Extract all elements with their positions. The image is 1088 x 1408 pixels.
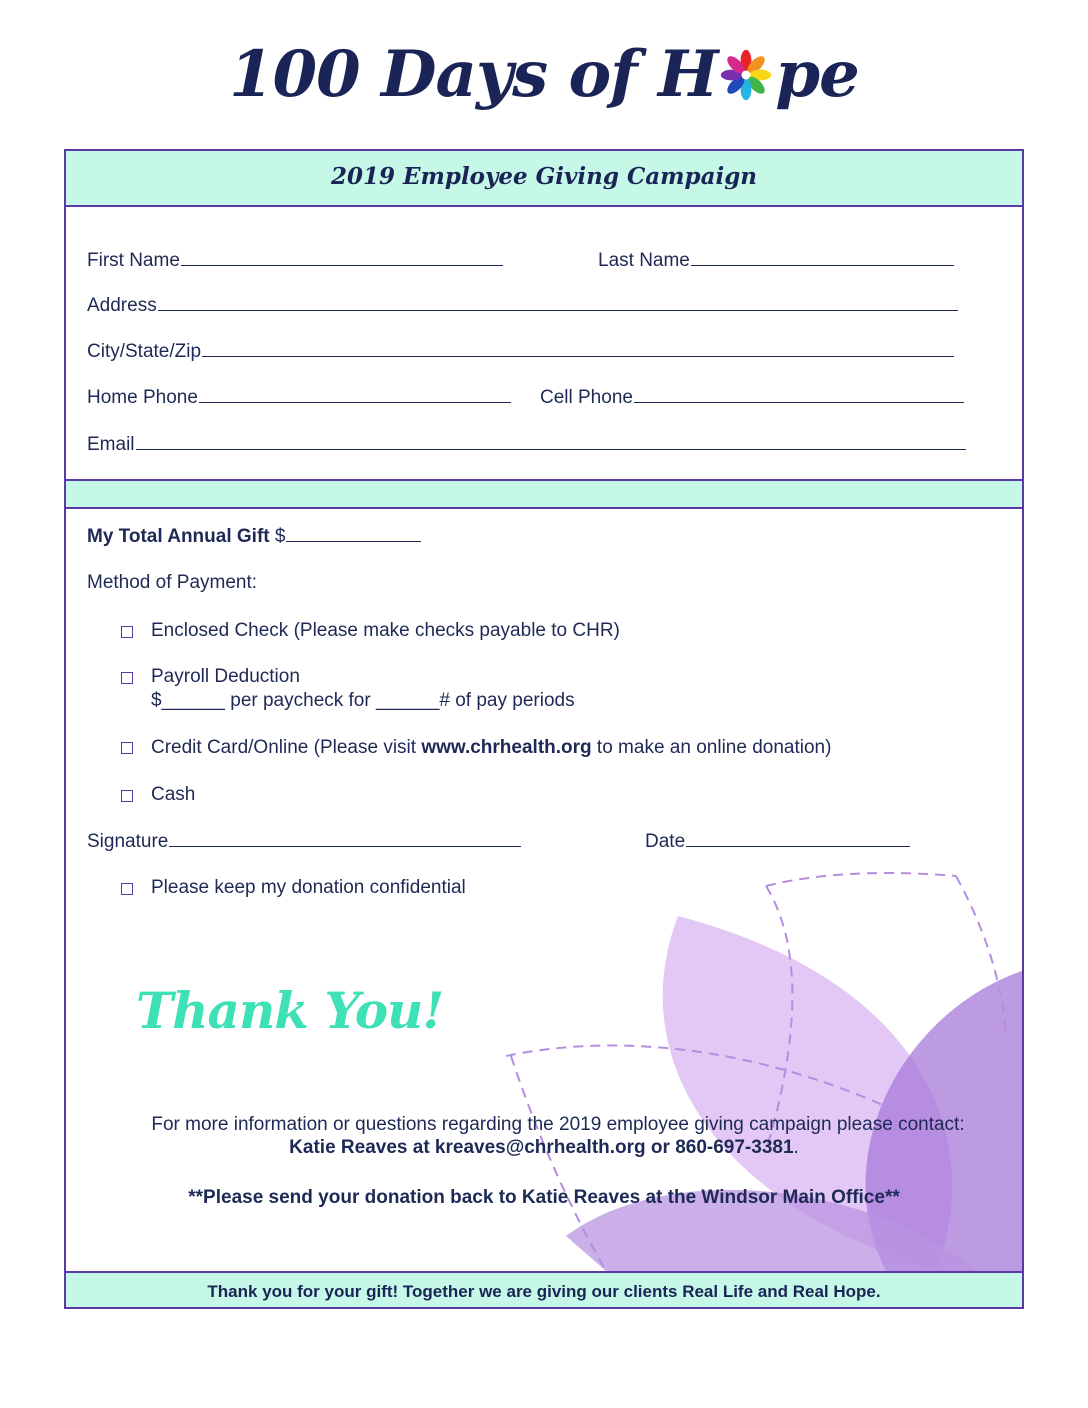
cash-label: Cash [151,784,196,805]
contact-detail: Katie Reaves at kreaves@chrhealth.org or 860-697-3381 [289,1137,794,1158]
confidential-checkbox[interactable] [121,883,133,895]
logo-text-end: pe [775,37,859,112]
address-field[interactable] [87,294,958,317]
flower-icon [719,48,773,102]
signature-field[interactable] [87,830,521,853]
date-line[interactable] [686,830,910,847]
signature-line[interactable] [169,830,521,847]
email-label: Email [87,434,135,455]
campaign-title: 2019 Employee Giving Campaign [330,163,758,190]
last-name-line[interactable] [691,249,954,266]
credit-card-suffix: to make an online donation) [591,737,832,758]
last-name-field[interactable] [598,249,954,272]
cash-checkbox[interactable] [121,790,133,802]
first-name-field[interactable] [87,249,503,272]
home-phone-line[interactable] [199,386,511,403]
footer-text: Thank you for your gift! Together we are giving our clients Real Life and Real Hope. [207,1282,881,1301]
contact-info-line: For more information or questions regarding the 2019 employee giving campaign please contact: [151,1114,965,1135]
credit-card-checkbox[interactable] [121,742,133,754]
payroll-deduction-checkbox[interactable] [121,672,133,684]
annual-gift-label: My Total Annual Gift [87,526,270,547]
date-field[interactable] [645,830,910,853]
credit-card-prefix: Credit Card/Online (Please visit [151,737,422,758]
enclosed-check-label: Enclosed Check (Please make checks payable to CHR) [151,620,620,641]
city-state-zip-field[interactable] [87,340,954,363]
logo-text-start: 100 Days of H [229,37,718,112]
date-label: Date [645,831,686,852]
city-state-zip-label: City/State/Zip [87,341,202,362]
payroll-deduction-detail: $______ per paycheck for ______# of pay periods [151,690,575,711]
logo [0,30,1088,120]
last-name-label: Last Name [598,250,690,271]
home-phone-field[interactable] [87,386,511,409]
giving-form [64,149,1024,1309]
first-name-label: First Name [87,250,180,271]
enclosed-check-checkbox[interactable] [121,626,133,638]
cell-phone-label: Cell Phone [540,387,633,408]
contact-detail-line [66,1137,1022,1159]
credit-card-label [151,737,831,759]
cell-phone-field[interactable] [540,386,964,409]
home-phone-label: Home Phone [87,387,198,408]
payroll-deduction-label: Payroll Deduction [151,666,300,687]
footer-band [66,1271,1022,1307]
chrhealth-link[interactable]: www.chrhealth.org [421,737,592,758]
thank-you-text: Thank You! [136,981,444,1040]
contact-period: . [793,1137,799,1158]
annual-gift-line[interactable] [286,525,421,542]
signature-label: Signature [87,831,169,852]
first-name-line[interactable] [181,249,503,266]
address-line[interactable] [158,294,958,311]
email-line[interactable] [136,433,966,450]
city-state-zip-line[interactable] [202,340,954,357]
campaign-header-band [66,151,1022,207]
divider-band [66,479,1022,509]
payment-method-label: Method of Payment: [87,572,258,593]
cell-phone-line[interactable] [634,386,964,403]
address-label: Address [87,295,157,316]
send-donation-note: **Please send your donation back to Katie Reaves at the Windsor Main Office** [188,1187,900,1208]
currency-symbol: $ [274,526,286,547]
annual-gift-field[interactable] [87,525,421,548]
email-field[interactable] [87,433,966,456]
confidential-label: Please keep my donation confidential [151,877,466,898]
